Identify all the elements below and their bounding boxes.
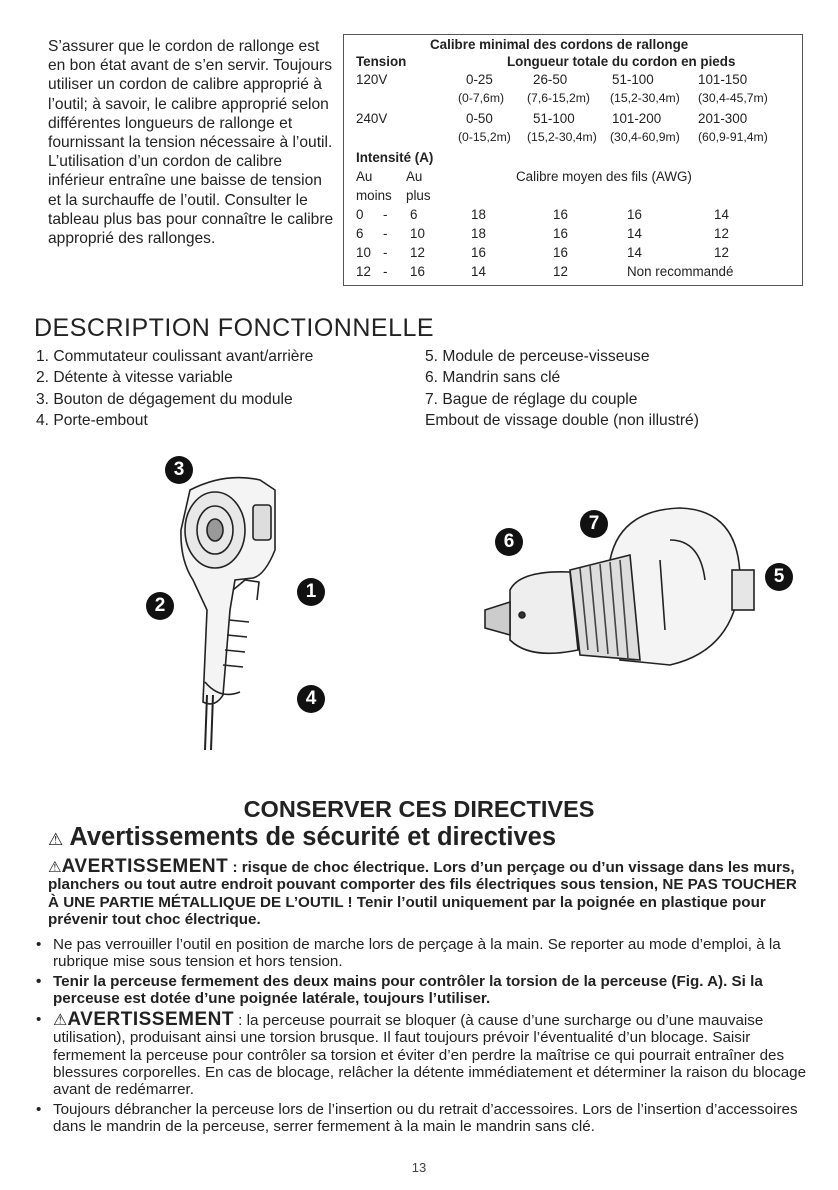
list-item (36, 1101, 811, 1136)
warning-triangle-icon: ⚠ (48, 830, 64, 849)
range-cell: 201-300 (698, 111, 748, 126)
amp-dash: - (383, 207, 388, 222)
metric-cell: (30,4-45,7m) (698, 91, 768, 105)
list-item (36, 936, 811, 971)
volt-120: 120V (356, 72, 388, 87)
metric-cell: (0-15,2m) (458, 130, 511, 144)
metric-cell: (0-7,6m) (458, 91, 505, 105)
callout-badge: 2 (146, 592, 174, 620)
metric-cell: (15,2-30,4m) (610, 91, 680, 105)
amp-to: 16 (410, 264, 425, 279)
bullet-text: Toujours débrancher la perceuse lors de l’insertion ou du retrait d’accessoires. Lors de l’insertion d’accessoires dans le mandrin de la perceuse, serrer fermement à la main le mandrin sans clé. (53, 1100, 798, 1135)
moins-label: moins (356, 188, 392, 203)
list-item (36, 973, 811, 1008)
callout-badge: 4 (297, 685, 325, 713)
warnings-heading-text: Avertissements de sécurité et directives (69, 823, 557, 851)
description-title: DESCRIPTION FONCTIONNELLE (34, 314, 435, 342)
feature-item: 3. Bouton de dégagement du module (36, 390, 293, 408)
gauge-cell: 14 (471, 264, 486, 279)
feature-item: 4. Porte-embout (36, 412, 148, 430)
bullet-glyph: • (36, 972, 42, 990)
bullet-text: Ne pas verrouiller l’outil en position de marche lors de perçage à la main. Se reporter au mode d’emploi, à la rubrique mise sous tension et hors tension. (53, 936, 781, 971)
amp-to: 6 (410, 207, 418, 222)
range-cell: 101-200 (612, 111, 662, 126)
amp-from: 12 (356, 264, 371, 279)
bullet-glyph: • (36, 936, 42, 953)
callout-badge: 1 (297, 578, 325, 606)
feature-item: 2. Détente à vitesse variable (36, 369, 233, 387)
gauge-cell: 16 (553, 207, 568, 222)
feature-list-left (36, 346, 313, 432)
feature-item: 7. Bague de réglage du couple (425, 390, 638, 408)
gauge-cell: 12 (714, 245, 729, 260)
amp-to: 12 (410, 245, 425, 260)
gauge-cell: 14 (627, 245, 642, 260)
au-label: Au (406, 169, 423, 184)
warning-text: : risque de choc électrique. Lors d’un perçage ou d’un vissage dans les murs, planchers ou tout autre endroit pouvant comporter des fils électriques sous tension, NE PAS TOUCHER À UNE PARTIE MÉTALLIQUE DE L’OUTIL ! Tenir l’outil uniquement par la poignée en plastique pour prévenir tout choc électrique. (48, 859, 797, 928)
gauge-cell: Non recommandé (627, 264, 734, 279)
feature-item: 6. Mandrin sans clé (425, 369, 561, 387)
range-cell: 26-50 (533, 72, 568, 87)
metric-cell: (30,4-60,9m) (610, 130, 680, 144)
feature-item: 5. Module de perceuse-visseuse (425, 348, 650, 365)
callout-badge: 3 (165, 456, 193, 484)
warnings-heading (48, 823, 556, 852)
extension-cord-table (343, 34, 803, 286)
warning-triangle-icon: ⚠ (53, 1012, 68, 1030)
list-item (36, 1011, 811, 1098)
amp-dash: - (383, 245, 388, 260)
feature-item: 1. Commutateur coulissant avant/arrière (36, 348, 314, 365)
range-cell: 0-50 (466, 111, 493, 126)
callout-badge: 6 (495, 528, 523, 556)
feature-list-right (425, 346, 699, 432)
feature-item: Embout de vissage double (non illustré) (425, 412, 699, 430)
amp-from: 0 (356, 207, 364, 222)
gauge-cell: 16 (553, 226, 568, 241)
amp-dash: - (383, 264, 388, 279)
electric-shock-warning (48, 858, 798, 928)
amp-from: 6 (356, 226, 364, 241)
gauge-cell: 16 (471, 245, 486, 260)
gauge-label: Calibre moyen des fils (AWG) (516, 169, 692, 184)
range-cell: 51-100 (612, 72, 654, 87)
amp-to: 10 (410, 226, 425, 241)
length-label: Longueur totale du cordon en pieds (507, 54, 736, 69)
metric-cell: (15,2-30,4m) (527, 130, 597, 144)
warning-word: AVERTISSEMENT (67, 1009, 234, 1031)
bullet-glyph: • (36, 1011, 42, 1029)
au-label: Au (356, 169, 373, 184)
safety-bullet-list (36, 936, 811, 1137)
gauge-cell: 16 (553, 245, 568, 260)
bullet-text: : la perceuse pourrait se bloquer (à cause d’une surcharge ou d’une mauvaise utilisation), produisant ainsi une torsion brusque. Il faut toujours prévoir l’éventualité d’un blocage. Saisir fermement la perceuse pour contrôler sa torsion et éviter d’en perdre la maîtrise ce qui pourrait entraîner des blessures corporelles. En cas de blocage, relâcher la détente immédiatement et déterminer la raison du blocage avant de redémarrer. (53, 1012, 807, 1099)
gauge-cell: 12 (714, 226, 729, 241)
metric-cell: (60,9-91,4m) (698, 130, 768, 144)
range-cell: 101-150 (698, 72, 748, 87)
keep-instructions-title: CONSERVER CES DIRECTIVES (243, 796, 595, 822)
callout-badge: 5 (765, 563, 793, 591)
range-cell: 0-25 (466, 72, 493, 87)
bullet-glyph: • (36, 1100, 42, 1118)
intro-text: S’assurer que le cordon de rallonge est en bon état avant de s’en servir. Toujours utiliser un cordon de calibre approprié à l’outil; à savoir, le calibre approprié selon différentes longueurs de rallonge et fournissant la tension nécessaire à l’outil. L’utilisation d’un cordon de calibre inférieur entraîne une baisse de tension et la surchauffe de l’outil. Consulter le tableau plus bas pour connaître le calibre approprié des rallonges. (48, 38, 334, 248)
warning-word: AVERTISSEMENT (61, 856, 229, 877)
amp-from: 10 (356, 245, 371, 260)
page-number: 13 (411, 1160, 427, 1175)
gauge-cell: 18 (471, 207, 486, 222)
callout-badge: 7 (580, 510, 608, 538)
warning-triangle-icon: ⚠ (48, 859, 62, 876)
gauge-cell: 16 (627, 207, 642, 222)
bullet-text: Tenir la perceuse fermement des deux mains pour contrôler la torsion de la perceuse (Fig. A). Si la perceuse est dotée d’une poignée latérale, toujours l’utiliser. (53, 972, 763, 1007)
intensity-label: Intensité (A) (356, 150, 434, 165)
metric-cell: (7,6-15,2m) (527, 91, 590, 105)
volt-240: 240V (356, 111, 388, 126)
plus-label: plus (406, 188, 431, 203)
gauge-cell: 14 (714, 207, 729, 222)
gauge-cell: 14 (627, 226, 642, 241)
amp-dash: - (383, 226, 388, 241)
tension-label: Tension (356, 54, 407, 69)
range-cell: 51-100 (533, 111, 575, 126)
intro-paragraph (48, 37, 338, 248)
gauge-cell: 12 (553, 264, 568, 279)
gauge-cell: 18 (471, 226, 486, 241)
table-title: Calibre minimal des cordons de rallonge (430, 37, 689, 52)
